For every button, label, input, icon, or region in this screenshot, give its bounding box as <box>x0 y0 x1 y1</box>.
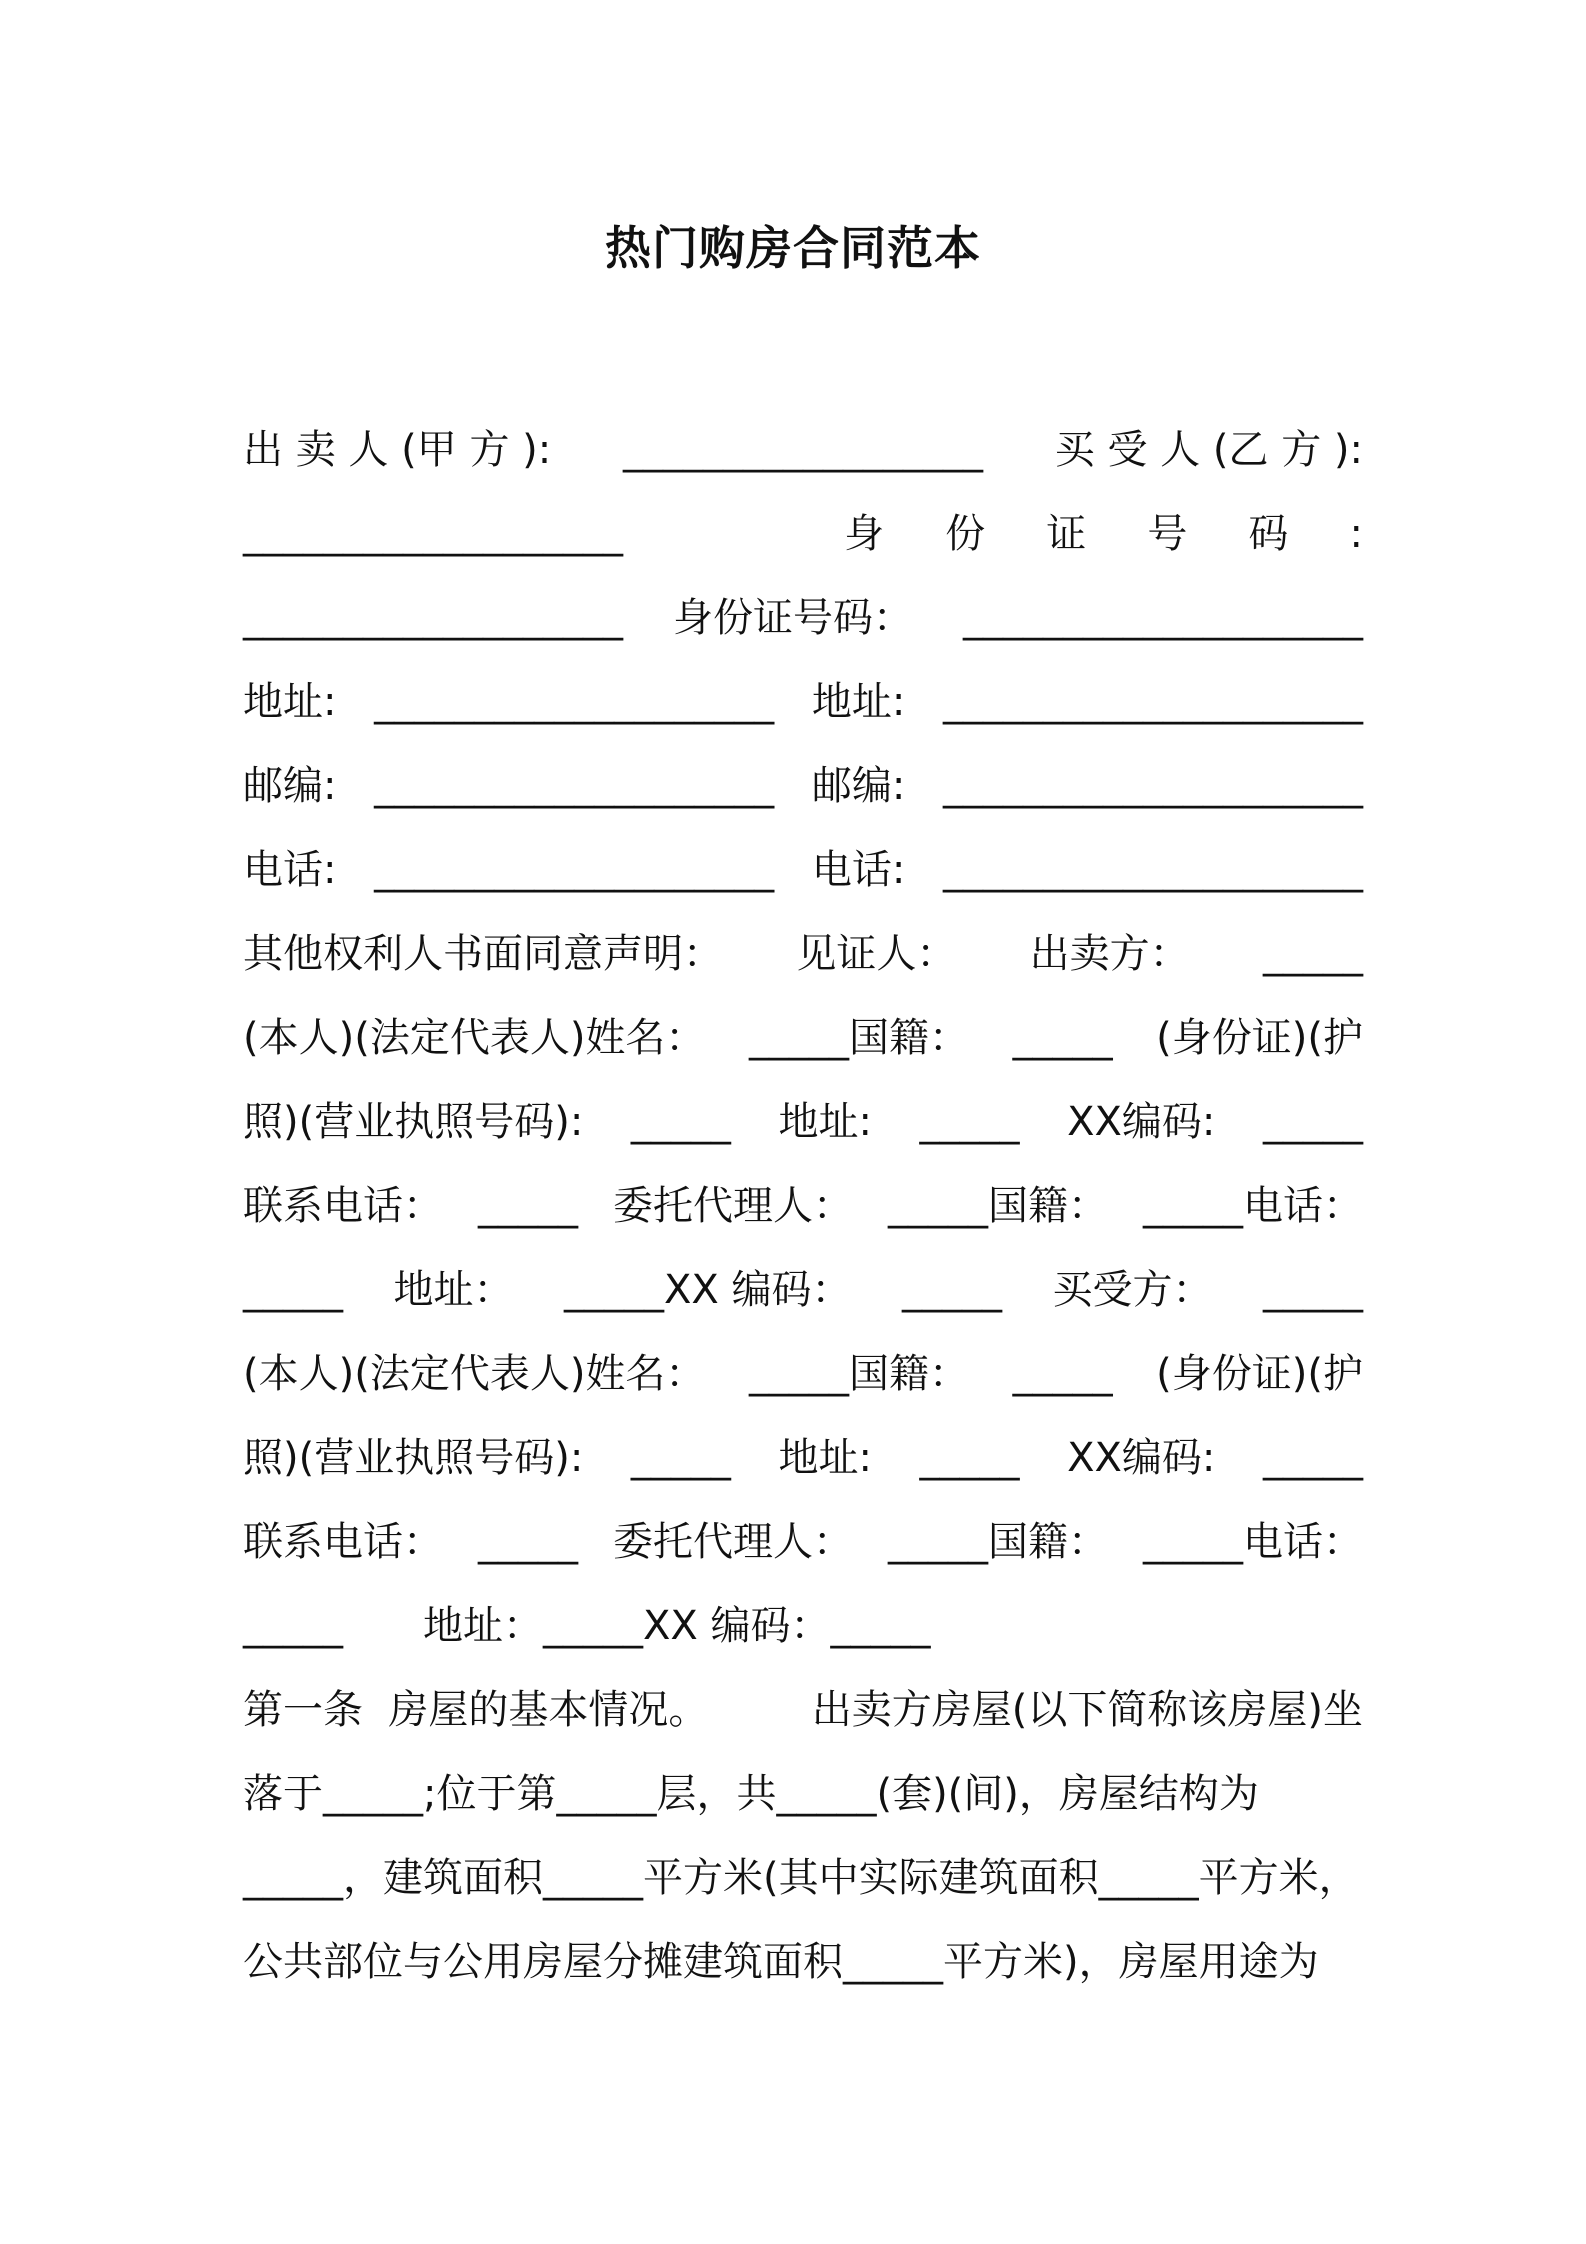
text-line <box>243 1584 1363 1668</box>
id-type-label: (身份证)(护 <box>1156 1015 1363 1061</box>
address-label: 地址: <box>778 1099 872 1145</box>
phone-label: 电话: <box>243 847 337 893</box>
blank-line: ____________________ <box>374 679 775 725</box>
paragraph-text: 出卖方房屋(以下简称该房屋)坐 <box>811 1687 1363 1733</box>
blank-line: _____ <box>630 1099 731 1145</box>
code-label: _____XX 编码： <box>543 1603 831 1649</box>
blank-line: _____ <box>1012 1015 1113 1061</box>
blank-line: _____ <box>243 1267 343 1313</box>
blank-line: _____ <box>630 1435 731 1481</box>
address-label: 地址： <box>393 1267 514 1313</box>
text-char: : <box>1349 511 1363 557</box>
text-line <box>243 1248 1363 1332</box>
text-line <box>243 1500 1363 1584</box>
blank-line: ____________________ <box>963 595 1363 641</box>
paragraph-text: 公共部位与公用房屋分摊建筑面积_____平方米)，房屋用途为 <box>243 1939 1319 1985</box>
code-label: _____XX 编码： <box>563 1267 852 1313</box>
contact-phone-label: 联系电话： <box>243 1519 443 1565</box>
address-label: 地址: <box>778 1435 872 1481</box>
text-line <box>243 1416 1363 1500</box>
phone-label: 电话: <box>811 847 906 893</box>
text-char: 份 <box>945 511 986 557</box>
blank-line: _____ <box>1262 1267 1363 1313</box>
blank-line: _____ <box>1262 1099 1363 1145</box>
blank-line: _____ <box>830 1603 931 1649</box>
address-label: 地址: <box>811 679 906 725</box>
blank-line: _____ <box>901 1267 1002 1313</box>
agent-label: 委托代理人： <box>613 1183 853 1229</box>
text-line <box>243 576 1363 660</box>
text-line <box>243 1836 1363 1920</box>
text-char: 号 <box>1147 511 1188 557</box>
agent-label: 委托代理人： <box>613 1519 853 1565</box>
blank-line: _____ <box>1262 931 1363 977</box>
postcode-label: 邮编: <box>243 763 337 809</box>
text-line <box>243 996 1363 1080</box>
blank-line: _____ <box>919 1099 1020 1145</box>
blank-line: ____________________ <box>374 763 775 809</box>
phone-label: _____电话： <box>1143 1519 1363 1565</box>
text-char: 证 <box>1046 511 1087 557</box>
blank-line: _____________________ <box>942 847 1363 893</box>
id-number-label: 身份证号码： <box>673 595 913 641</box>
article-one-heading: 第一条 房屋的基本情况。 <box>243 1687 709 1733</box>
nationality-label: _____国籍： <box>888 1183 1108 1229</box>
name-label: (本人)(法定代表人)姓名： <box>243 1015 706 1061</box>
nationality-label: _____国籍： <box>749 1351 969 1397</box>
buyer-label: 买 受 人 (乙 方 ): <box>1054 427 1363 473</box>
seller-blank: __________________ <box>623 427 983 473</box>
text-line <box>243 828 1363 912</box>
text-char: 码 <box>1248 511 1289 557</box>
code-label: XX编码: <box>1067 1435 1216 1481</box>
witness-label: 见证人： <box>796 931 957 977</box>
blank-line: _____ <box>1262 1435 1363 1481</box>
nationality-label: _____国籍： <box>888 1519 1108 1565</box>
buyer-party-label: 买受方： <box>1052 1267 1213 1313</box>
paragraph-text: 落于_____;位于第_____层，共_____(套)(间)，房屋结构为 <box>243 1771 1259 1817</box>
license-label: 照)(营业执照号码): <box>243 1435 584 1481</box>
text-line <box>243 660 1363 744</box>
text-line <box>243 912 1363 996</box>
seller-label: 出 卖 人 (甲 方 ): <box>243 427 552 473</box>
license-label: 照)(营业执照号码): <box>243 1099 584 1145</box>
text-line <box>243 492 1363 576</box>
text-line <box>243 1332 1363 1416</box>
phone-label: _____电话： <box>1143 1183 1363 1229</box>
text-line <box>243 408 1363 492</box>
blank-line: _____ <box>919 1435 1020 1481</box>
text-line <box>243 1080 1363 1164</box>
text-line <box>243 1752 1363 1836</box>
code-label: XX编码: <box>1067 1099 1216 1145</box>
text-line <box>243 1164 1363 1248</box>
nationality-label: _____国籍： <box>749 1015 969 1061</box>
blank-line: _____ <box>243 1603 343 1649</box>
blank-line: _____________________ <box>942 679 1363 725</box>
blank-line: _____ <box>478 1519 578 1565</box>
blank-line: _____ <box>1012 1351 1113 1397</box>
blank-line: ___________________ <box>243 511 623 557</box>
document-body <box>243 408 1363 2004</box>
text-char: 身 <box>844 511 885 557</box>
contact-phone-label: 联系电话： <box>243 1183 443 1229</box>
postcode-label: 邮编: <box>811 763 906 809</box>
blank-line: ____________________ <box>374 847 775 893</box>
consent-statement-label: 其他权利人书面同意声明： <box>243 931 723 977</box>
blank-line: ___________________ <box>243 595 623 641</box>
paragraph-text: _____，建筑面积_____平方米(其中实际建筑面积_____平方米， <box>243 1855 1359 1901</box>
text-line <box>243 1920 1363 2004</box>
blank-line: _____ <box>478 1183 578 1229</box>
id-type-label: (身份证)(护 <box>1156 1351 1363 1397</box>
address-label: 地址: <box>243 679 337 725</box>
text-line <box>243 744 1363 828</box>
blank-line: _____________________ <box>942 763 1363 809</box>
document-title: 热门购房合同范本 <box>605 221 981 275</box>
seller-party-label: 出卖方： <box>1029 931 1190 977</box>
text-line <box>243 1668 1363 1752</box>
address-label: 地址： <box>423 1603 543 1649</box>
name-label: (本人)(法定代表人)姓名： <box>243 1351 706 1397</box>
